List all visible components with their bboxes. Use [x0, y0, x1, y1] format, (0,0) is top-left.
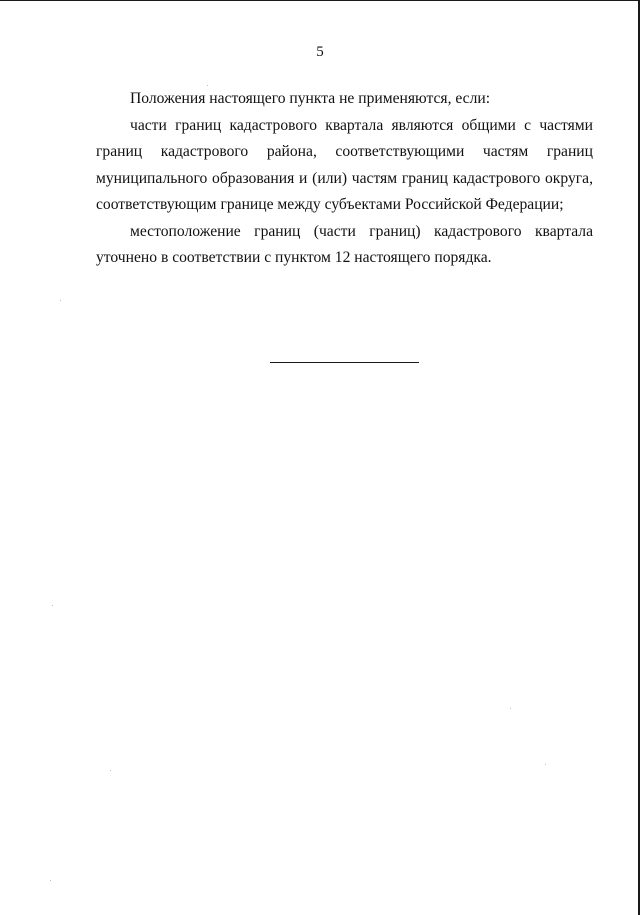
- page-number: 5: [316, 44, 324, 60]
- scan-border-top: [0, 0, 640, 1]
- paragraph-condition-2: местоположение границ (части границ) кадастрового квартала уточнено в соответствии с пунктом 12 настоящего порядка.: [96, 222, 593, 266]
- body-text: [96, 86, 593, 272]
- paragraph-condition-1: части границ кадастрового квартала являются общими с частями границ кадастрового района, соответствующими частям границ муниципального образования и (или) частям границ кадастрового округа, соответствующим границе между субъектами Российской Федерации;: [96, 116, 593, 213]
- end-separator-line: [270, 362, 419, 363]
- scan-speck: [50, 880, 51, 881]
- scan-speck: [207, 85, 208, 86]
- scan-speck: [60, 300, 61, 301]
- scan-speck: [52, 605, 53, 606]
- scan-speck: [545, 764, 546, 765]
- scan-speck: [510, 708, 511, 709]
- scan-speck: [110, 770, 111, 771]
- paragraph-intro: Положения настоящего пункта не применяются, если:: [130, 90, 491, 107]
